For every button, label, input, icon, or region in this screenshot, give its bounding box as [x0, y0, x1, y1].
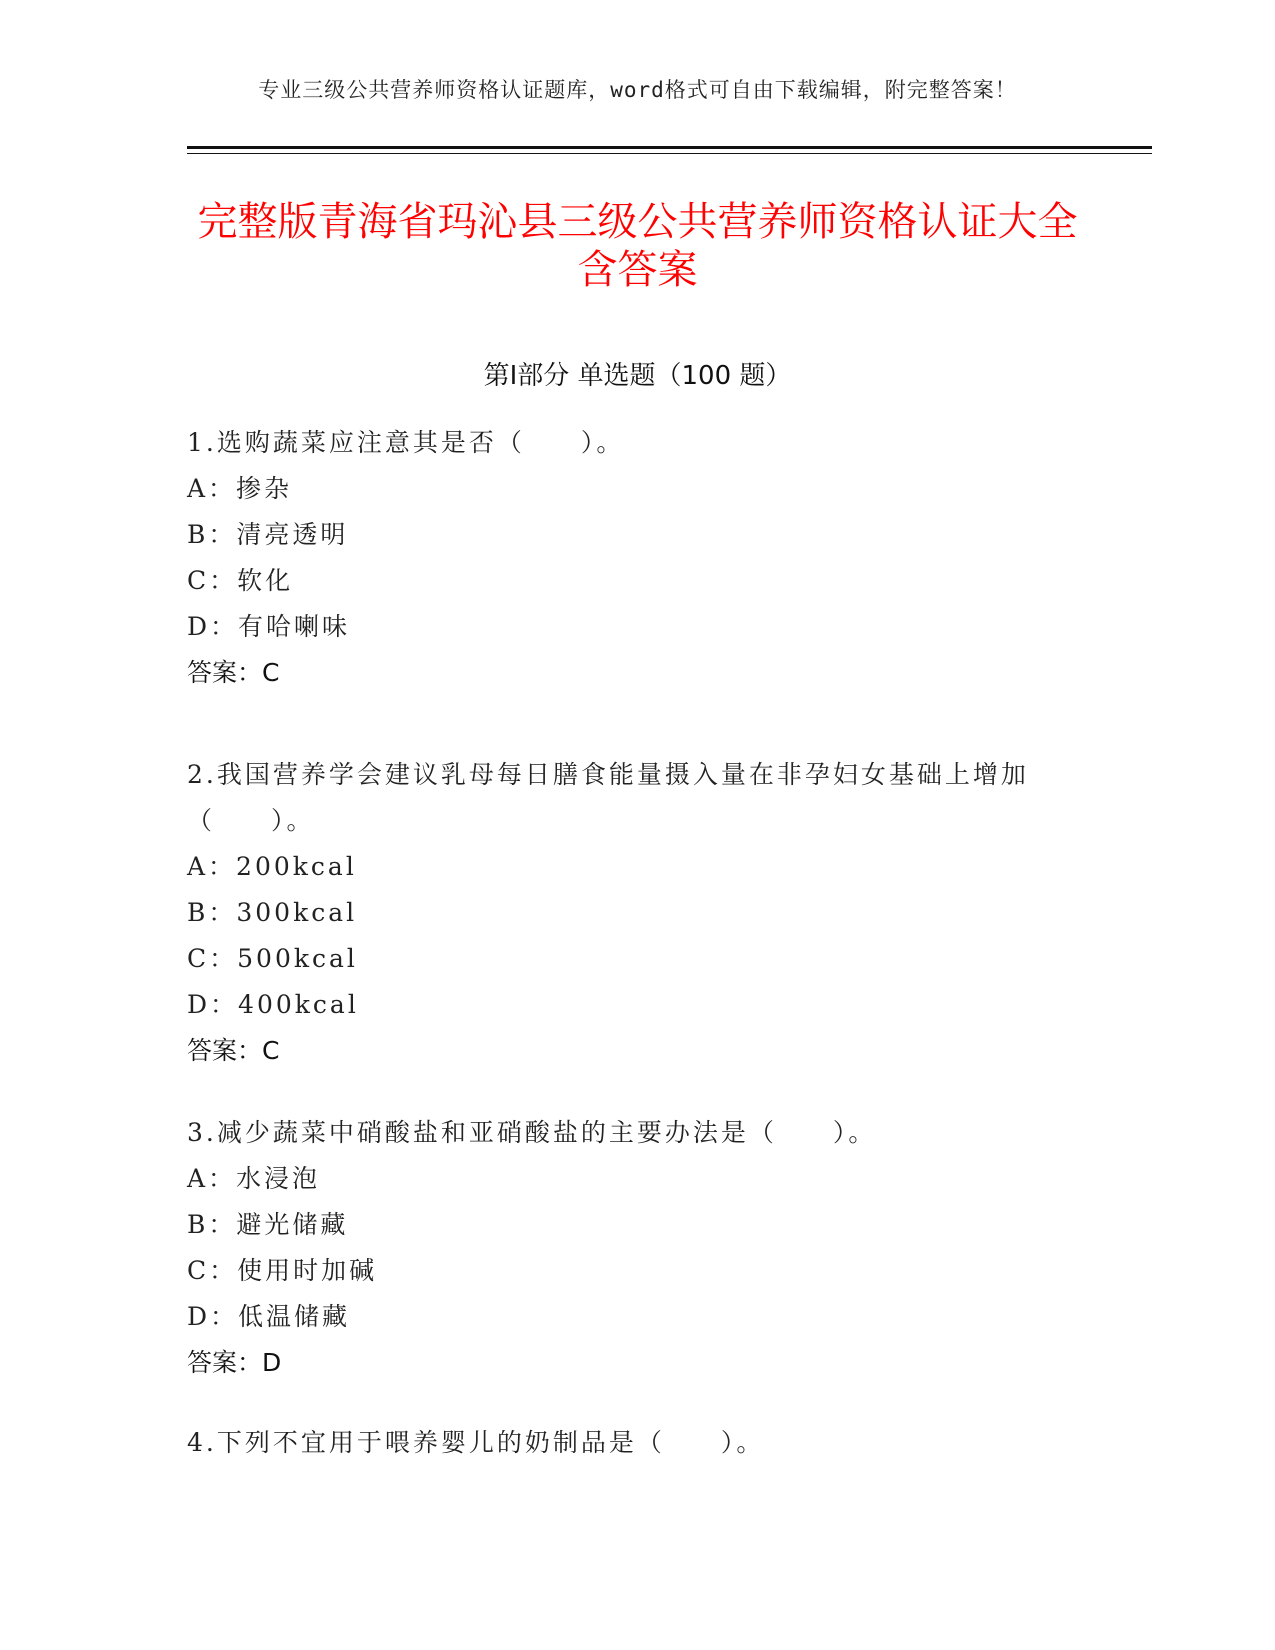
section-title: 第Ⅰ部分 单选题（100 题） [483, 361, 792, 391]
option-c: C：500kcal [187, 944, 358, 973]
question-stem: 1.选购蔬菜应注意其是否（ ）。 [187, 428, 625, 457]
option-b: B：300kcal [187, 898, 358, 927]
question-stem: 3.减少蔬菜中硝酸盐和亚硝酸盐的主要办法是（ ）。 [187, 1118, 877, 1147]
option-b: B：避光储藏 [187, 1210, 349, 1239]
answer: 答案：C [187, 1036, 280, 1065]
page-header: 专业三级公共营养师资格认证题库，word格式可自由下载编辑，附完整答案！ [258, 78, 1017, 102]
option-d: D：400kcal [187, 990, 359, 1019]
question-stem: 4.下列不宜用于喂养婴儿的奶制品是（ ）。 [187, 1428, 765, 1457]
document-title: 完整版青海省玛沁县三级公共营养师资格认证大全含答案 [197, 199, 1078, 293]
question-2 [187, 752, 1087, 1074]
question-3 [187, 1110, 1087, 1386]
option-c: C：软化 [187, 566, 294, 595]
question-stem: 2.我国营养学会建议乳母每日膳食能量摄入量在非孕妇女基础上增加（ ）。 [187, 760, 1029, 835]
option-d: D：低温储藏 [187, 1302, 351, 1331]
header-divider-thin [187, 153, 1152, 154]
header-divider-thick [187, 146, 1152, 149]
option-a: A：200kcal [187, 852, 357, 881]
option-b: B：清亮透明 [187, 520, 349, 549]
question-1 [187, 420, 1087, 696]
answer: 答案：D [187, 1348, 282, 1377]
option-c: C：使用时加碱 [187, 1256, 378, 1285]
question-4 [187, 1420, 1087, 1466]
option-d: D：有哈喇味 [187, 612, 351, 641]
option-a: A：掺杂 [187, 474, 293, 503]
option-a: A：水浸泡 [187, 1164, 321, 1193]
answer: 答案：C [187, 658, 280, 687]
